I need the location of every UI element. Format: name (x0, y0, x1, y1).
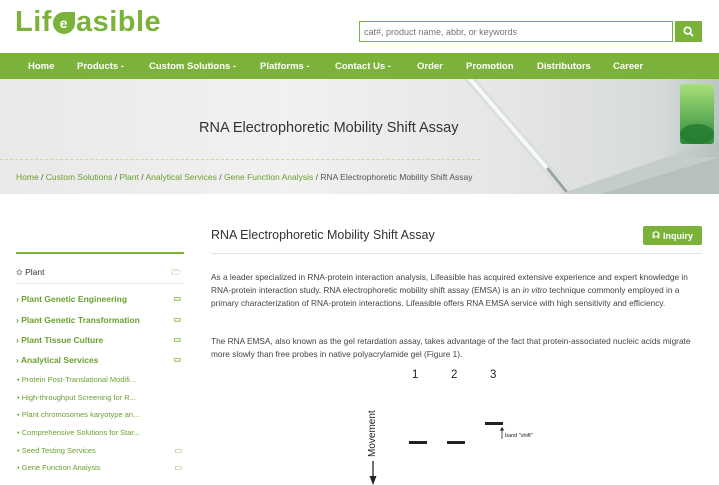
sidebar-item-label: Plant Tissue Culture (21, 335, 104, 345)
nav-order[interactable]: Order (417, 61, 443, 72)
sidebar-subitem-label: Protein Post-Translational Modifi... (21, 375, 137, 384)
nav-custom-solutions[interactable]: Custom Solutions - (149, 61, 237, 72)
chevron-right-icon: › (16, 294, 19, 304)
folder-icon: ▭ (174, 446, 182, 455)
chevron-down-icon: › (16, 355, 19, 365)
header (0, 0, 719, 53)
headset-icon: ☊ (651, 230, 660, 240)
nav-promotion[interactable]: Promotion (466, 61, 514, 72)
intro-paragraph (211, 271, 703, 311)
nav-home[interactable]: Home (28, 61, 55, 72)
intro-text-start: As a leader specialized in RNA-protein interaction analysis, Lifeasible has acquired extensive experience and expert knowledge in RNA-protein interaction study. RNA electrophoretic mobility shift assay (EMSA) is an (211, 272, 688, 296)
folder-icon: ▭ (173, 294, 181, 303)
band-lane-1 (409, 441, 427, 444)
search-button[interactable] (675, 21, 702, 42)
plant-icon: ✿ (16, 268, 23, 277)
band-shift-label: band "shift" (505, 433, 533, 439)
page-banner (0, 79, 719, 194)
sidebar-subitem-label: Plant chromosomes karyotype an... (21, 410, 140, 419)
movement-axis (367, 377, 381, 483)
banner-title: RNA Electrophoretic Mobility Shift Assay (199, 120, 459, 136)
sidebar-top-rule (16, 252, 184, 254)
sidebar-heading[interactable] (16, 267, 184, 277)
bullet-icon: • (17, 393, 20, 402)
sidebar-item-label: Plant Genetic Engineering (21, 294, 128, 304)
sidebar-subitem-label: High-throughput Screening for R... (21, 393, 136, 402)
leaf-icon: e (53, 12, 75, 34)
folder-open-icon: ▭ (173, 355, 181, 364)
breadcrumb-analytical-services[interactable]: Analytical Services (145, 172, 217, 182)
sidebar-divider (16, 283, 184, 284)
movement-label: Movement (367, 410, 378, 457)
sidebar-item-analytical-services[interactable] (16, 355, 184, 365)
nav-distributors[interactable]: Distributors (537, 61, 591, 72)
sidebar-subitem-label: Gene Function Analysis (21, 463, 101, 472)
lane-label-2: 2 (451, 369, 458, 381)
lane-label-3: 3 (490, 369, 497, 381)
sidebar-subitem-comprehensive[interactable] (17, 428, 185, 437)
inquiry-label: Inquiry (662, 230, 693, 241)
breadcrumb-gene-function-analysis[interactable]: Gene Function Analysis (223, 172, 314, 182)
inquiry-button[interactable] (643, 226, 702, 245)
chevron-right-icon: › (16, 315, 19, 325)
sidebar-item-plant-genetic-transformation[interactable] (16, 315, 184, 325)
sidebar-subitem-seed-testing[interactable] (17, 446, 185, 455)
intro-text-italic: in vitro (522, 285, 547, 296)
title-divider (211, 253, 702, 254)
logo-text-start: Lif (15, 6, 52, 38)
page-title: RNA Electrophoretic Mobility Shift Assay (211, 228, 435, 242)
banner-divider (0, 159, 480, 160)
bullet-icon: • (17, 446, 20, 455)
search-input[interactable] (360, 23, 672, 42)
folder-open-icon: 🗁 (171, 268, 181, 277)
sidebar-item-label: Analytical Services (20, 355, 99, 365)
gel-figure (360, 367, 580, 483)
sidebar-item-plant-genetic-engineering[interactable] (16, 294, 184, 304)
sidebar-subitem-gene-function[interactable] (17, 463, 185, 472)
sidebar-subitem-karyotype[interactable] (17, 410, 185, 419)
sidebar-item-label: Plant Genetic Transformation (21, 315, 140, 325)
sidebar-item-plant-tissue-culture[interactable] (16, 335, 184, 345)
folder-icon: ▭ (173, 315, 181, 324)
logo[interactable] (15, 6, 161, 39)
band-lane-3-shifted (485, 422, 503, 425)
breadcrumb: Home / Custom Solutions / Plant / Analytical Services / Gene Function Analysis / RNA Electrophoretic Mobility Shift Assay (16, 172, 473, 182)
sidebar-heading-label: Plant (25, 267, 45, 277)
chevron-right-icon: › (16, 335, 19, 345)
bullet-icon: • (17, 375, 20, 384)
bullet-icon: • (17, 463, 20, 472)
breadcrumb-current: RNA Electrophoretic Mobility Shift Assay (320, 172, 473, 182)
intro-text-end: technique commonly employed in a primary characterization of RNA-protein interactions. Lifeasible offers RNA EMSA service with high sensitivity and efficiency. (211, 285, 680, 309)
bullet-icon: • (17, 410, 20, 419)
breadcrumb-plant[interactable]: Plant (119, 172, 139, 182)
nav-products[interactable]: Products - (77, 61, 124, 72)
search-icon (683, 26, 694, 37)
bullet-icon: • (17, 428, 20, 437)
sidebar-subitem-protein-ptm[interactable] (17, 375, 185, 384)
logo-text-end: asible (75, 6, 162, 38)
down-arrow-icon (368, 461, 378, 485)
search-box (359, 21, 673, 42)
folder-icon: ▭ (173, 335, 181, 344)
breadcrumb-custom-solutions[interactable]: Custom Solutions (45, 172, 113, 182)
breadcrumb-home[interactable]: Home (16, 172, 39, 182)
band-lane-2 (447, 441, 465, 444)
sidebar-subitem-label: Seed Testing Services (21, 446, 96, 455)
lane-label-1: 1 (412, 369, 419, 381)
nav-platforms[interactable]: Platforms - (260, 61, 310, 72)
nav-contact-us[interactable]: Contact Us - (335, 61, 391, 72)
folder-open-icon: ▭ (174, 463, 182, 472)
main-nav (0, 53, 719, 79)
sidebar-subitem-label: Comprehensive Solutions for Star... (21, 428, 140, 437)
sidebar-subitem-high-throughput[interactable] (17, 393, 185, 402)
nav-career[interactable]: Career (613, 61, 644, 72)
emsa-paragraph: The RNA EMSA, also known as the gel retardation assay, takes advantage of the fact that protein-associated nucleic acids migrate more slowly than free probes in native polyacrylamide gel (Figure 1). (211, 336, 691, 360)
